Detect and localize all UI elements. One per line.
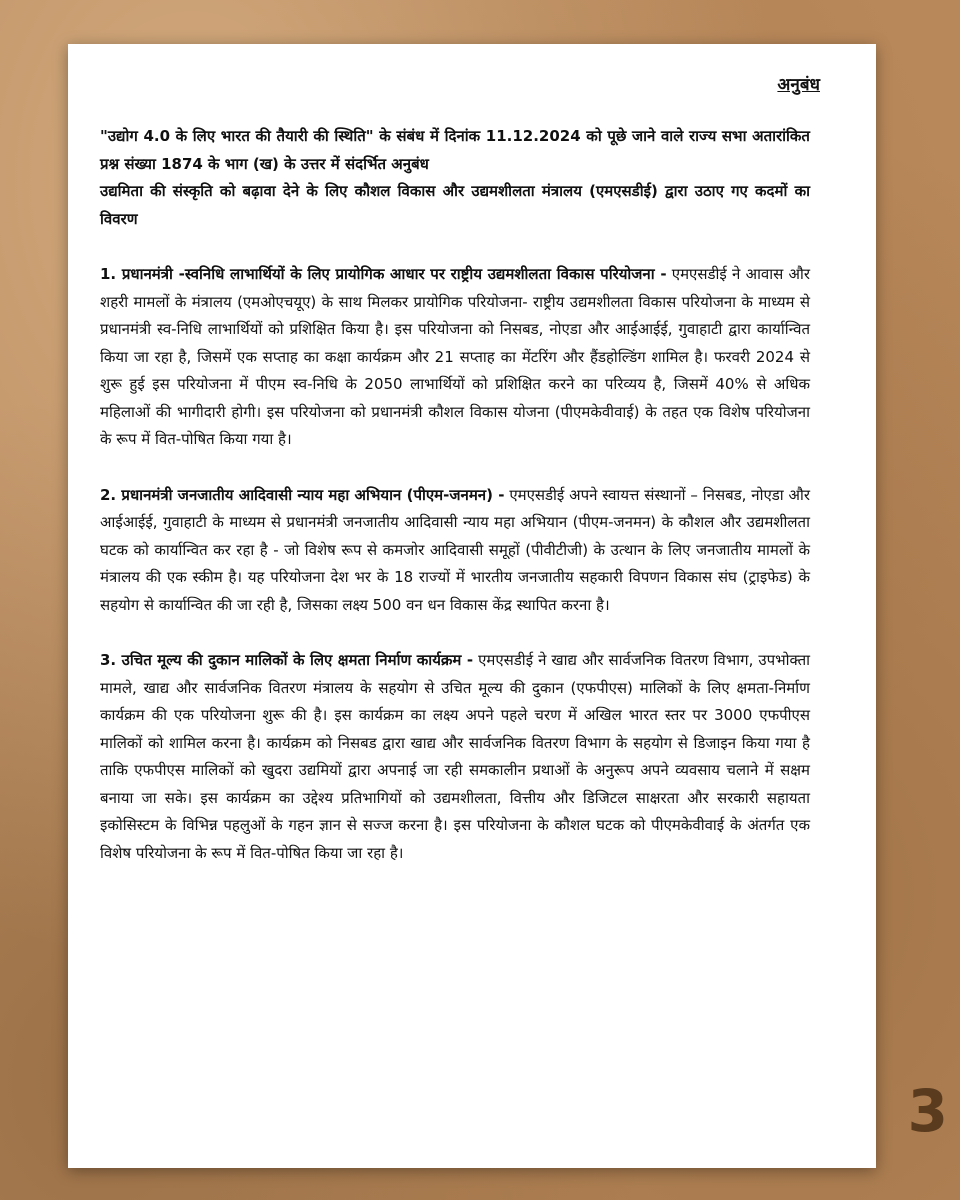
section-3-heading: 3. उचित मूल्य की दुकान मालिकों के लिए क्षमता निर्माण कार्यक्रम -	[100, 651, 474, 669]
section-1-body: एमएसडीई ने आवास और शहरी मामलों के मंत्रालय (एमओएचयूए) के साथ मिलकर प्रायोगिक परियोजना- राष्ट्रीय उद्यमशीलता विकास परियोजना के माध्यम से प्रधानमंत्री स्व-निधि लाभार्थियों को प्रशिक्षित किया है। इस परियोजना को निसबड, नोएडा और आईआईई, गुवाहाटी द्वारा कार्यान्वित किया जा रहा है, जिसमें एक सप्ताह का कक्षा कार्यक्रम और 21 सप्ताह का मेंटरिंग और हैंडहोल्डिंग शामिल है। फरवरी 2024 से शुरू हुई इस परियोजना में पीएम स्व-निधि के 2050 लाभार्थियों को प्रशिक्षित करने का परिव्यय है, जिसमें 40% से अधिक महिलाओं की भागीदारी होगी। इस परियोजना को प्रधानमंत्री कौशल विकास योजना (पीएमकेवीवाई) के तहत एक विशेष परियोजना के रूप में वित-पोषित किया गया है।	[100, 265, 810, 448]
intro-reference: "उद्योग 4.0 के लिए भारत की तैयारी की स्थिति" के संबंध में दिनांक 11.12.2024 को पूछे जाने वाले राज्य सभा अतारांकित प्रश्न संख्या 1874 के भाग (ख) के उत्तर में संदर्भित अनुबंध	[100, 127, 810, 173]
section-2-heading: 2. प्रधानमंत्री जनजातीय आदिवासी न्याय महा अभियान (पीएम-जनमन) -	[100, 485, 505, 504]
page-number: 3	[907, 1077, 948, 1145]
section-3	[100, 647, 810, 867]
document-body	[100, 123, 810, 867]
section-1-heading: 1. प्रधानमंत्री -स्वनिधि लाभार्थियों के लिए प्रायोगिक आधार पर राष्ट्रीय उद्यमशीलता विकास परियोजना -	[100, 265, 667, 283]
section-2	[100, 482, 810, 620]
section-2-body: एमएसडीई अपने स्वायत्त संस्थानों – निसबड, नोएडा और आईआईई, गुवाहाटी के माध्यम से प्रधानमंत्री जनजातीय आदिवासी न्याय महा अभियान (पीएम-जनमन) के कौशल और उद्यमशीलता घटक को कार्यान्वित कर रहा है - जो विशेष रूप से कमजोर आदिवासी समूहों (पीवीटीजी) के उत्थान के लिए जनजातीय मामलों के मंत्रालय की एक स्कीम है। यह परियोजना देश भर के 18 राज्यों में भारतीय जनजातीय सहकारी विपणन विकास संघ (ट्राइफेड) के सहयोग से कार्यान्वित की जा रही है, जिसका लक्ष्य 500 वन धन विकास केंद्र स्थापित करना है।	[100, 485, 811, 614]
section-3-body: एमएसडीई ने खाद्य और सार्वजनिक वितरण विभाग, उपभोक्ता मामले, खाद्य और सार्वजनिक वितरण मंत्रालय के सहयोग से उचित मूल्य की दुकान (एफपीएस) मालिकों के लिए क्षमता-निर्माण कार्यक्रम की एक परियोजना शुरू की है। इस कार्यक्रम का लक्ष्य अपने पहले चरण में अखिल भारत स्तर पर 3000 एफपीएस मालिकों को शामिल करना है। कार्यक्रम को निसबड द्वारा खाद्य और सार्वजनिक वितरण विभाग के सहयोग से डिजाइन किया गया है ताकि एफपीएस मालिकों को खुदरा उद्यमियों द्वारा अपनाई जा रही समकालीन प्रथाओं के अनुरूप अपने व्यवसाय चलाने में सक्षम बनाया जा सके। इस कार्यक्रम का उद्देश्य प्रतिभागियों को उद्यमशीलता, वित्तीय और डिजिटल साक्षरता और सरकारी सहायता इकोसिस्टम के विभिन्न पहलुओं के गहन ज्ञान से सज्ज करना है। इस परियोजना के कौशल घटक को पीएमकेवीवाई के अंतर्गत एक विशेष परियोजना के रूप में वित-पोषित किया जा रहा है।	[100, 651, 810, 862]
section-1	[100, 261, 810, 454]
annex-heading: अनुबंध	[777, 75, 820, 95]
intro-title: उद्यमिता की संस्कृति को बढ़ावा देने के लिए कौशल विकास और उद्यमशीलता मंत्रालय (एमएसडीई) द्वारा उठाए गए कदमों का विवरण	[100, 182, 810, 228]
